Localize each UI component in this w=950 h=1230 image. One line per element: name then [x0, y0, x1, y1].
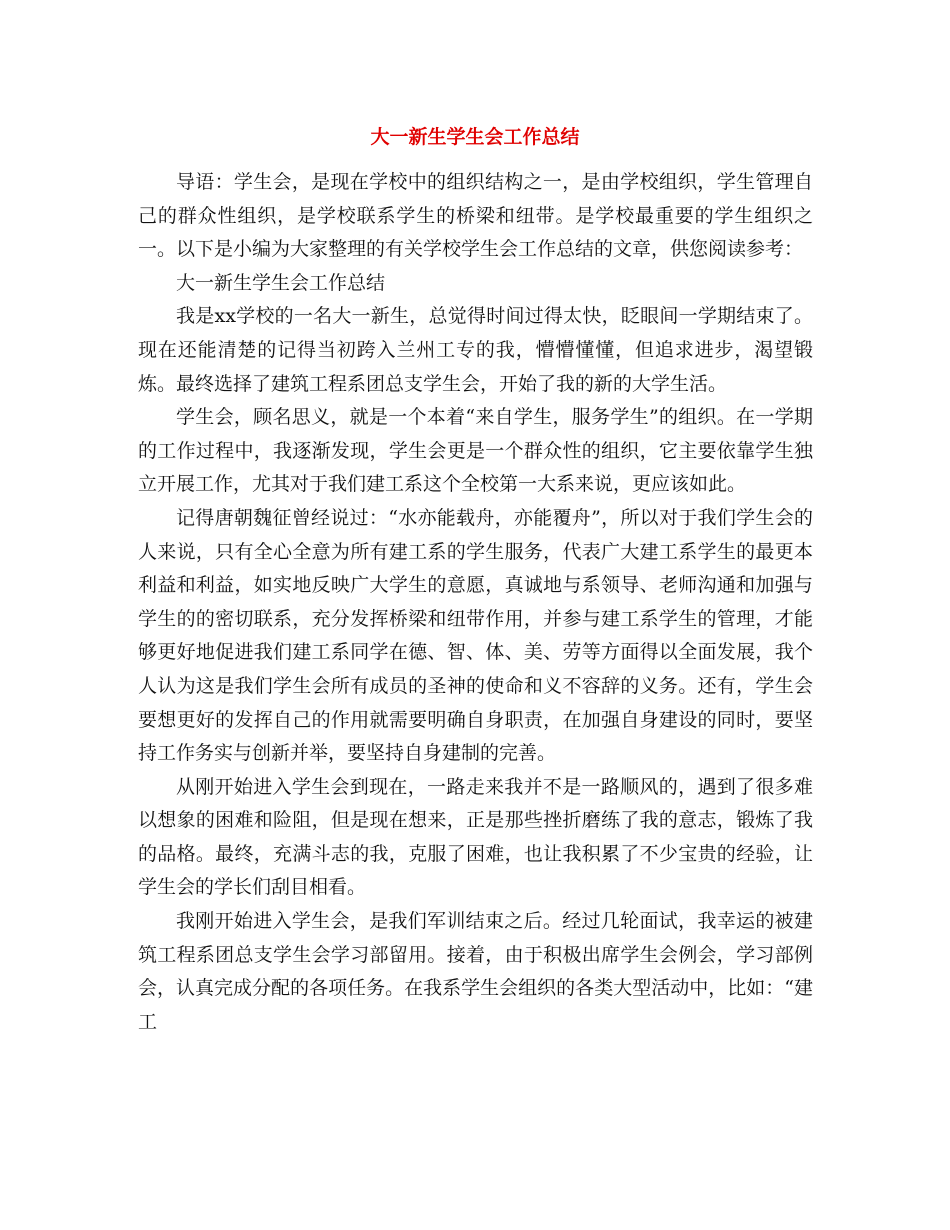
paragraph: 我是xx学校的一名大一新生，总觉得时间过得太快，眨眼间一学期结束了。现在还能清楚的记得当初跨入兰州工专的我，懵懵懂懂，但追求进步，渴望锻炼。最终选择了建筑工程系团总支学生会，开始了我的新的大学生活。	[138, 305, 813, 395]
paragraph: 学生会，顾名思义，就是一个本着“来自学生，服务学生”的组织。在一学期的工作过程中，我逐渐发现，学生会更是一个群众性的组织，它主要依靠学生独立开展工作，尤其对于我们建工系这个全校第一大系来说，更应该如此。	[138, 406, 813, 496]
document-title: 大一新生学生会工作总结	[370, 126, 580, 148]
paragraph-intro: 导语：学生会，是现在学校中的组织结构之一，是由学校组织，学生管理自己的群众性组织，是学校联系学生的桥梁和纽带。是学校最重要的学生组织之一。以下是小编为大家整理的有关学校学生会工作总结的文章，供您阅读参考：	[138, 171, 813, 261]
paragraph: 我刚开始进入学生会，是我们军训结束之后。经过几轮面试，我幸运的被建筑工程系团总支学生会学习部留用。接着，由于积极出席学生会例会，学习部例会，认真完成分配的各项任务。在我系学生会组织的各类大型活动中，比如：“建工	[138, 910, 813, 1033]
document-body	[138, 166, 813, 1039]
paragraph-subheading: 大一新生学生会工作总结	[176, 271, 386, 294]
paragraph: 记得唐朝魏征曾经说过：“水亦能载舟，亦能覆舟”，所以对于我们学生会的人来说，只有全心全意为所有建工系的学生服务，代表广大建工系学生的最更本利益和利益，如实地反映广大学生的意愿，真诚地与系领导、老师沟通和加强与学生的的密切联系，充分发挥桥梁和纽带作用，并参与建工系学生的管理，才能够更好地促进我们建工系同学在德、智、体、美、劳等方面得以全面发展，我个人认为这是我们学生会所有成员的圣神的使命和义不容辞的义务。还有，学生会要想更好的发挥自己的作用就需要明确自身职责，在加强自身建设的同时，要坚持工作务实与创新并举，要坚持自身建制的完善。	[138, 506, 813, 765]
paragraph: 从刚开始进入学生会到现在，一路走来我并不是一路顺风的，遇到了很多难以想象的困难和险阻，但是现在想来，正是那些挫折磨练了我的意志，锻炼了我的品格。最终，充满斗志的我，克服了困难，也让我积累了不少宝贵的经验，让学生会的学长们刮目相看。	[138, 775, 813, 899]
